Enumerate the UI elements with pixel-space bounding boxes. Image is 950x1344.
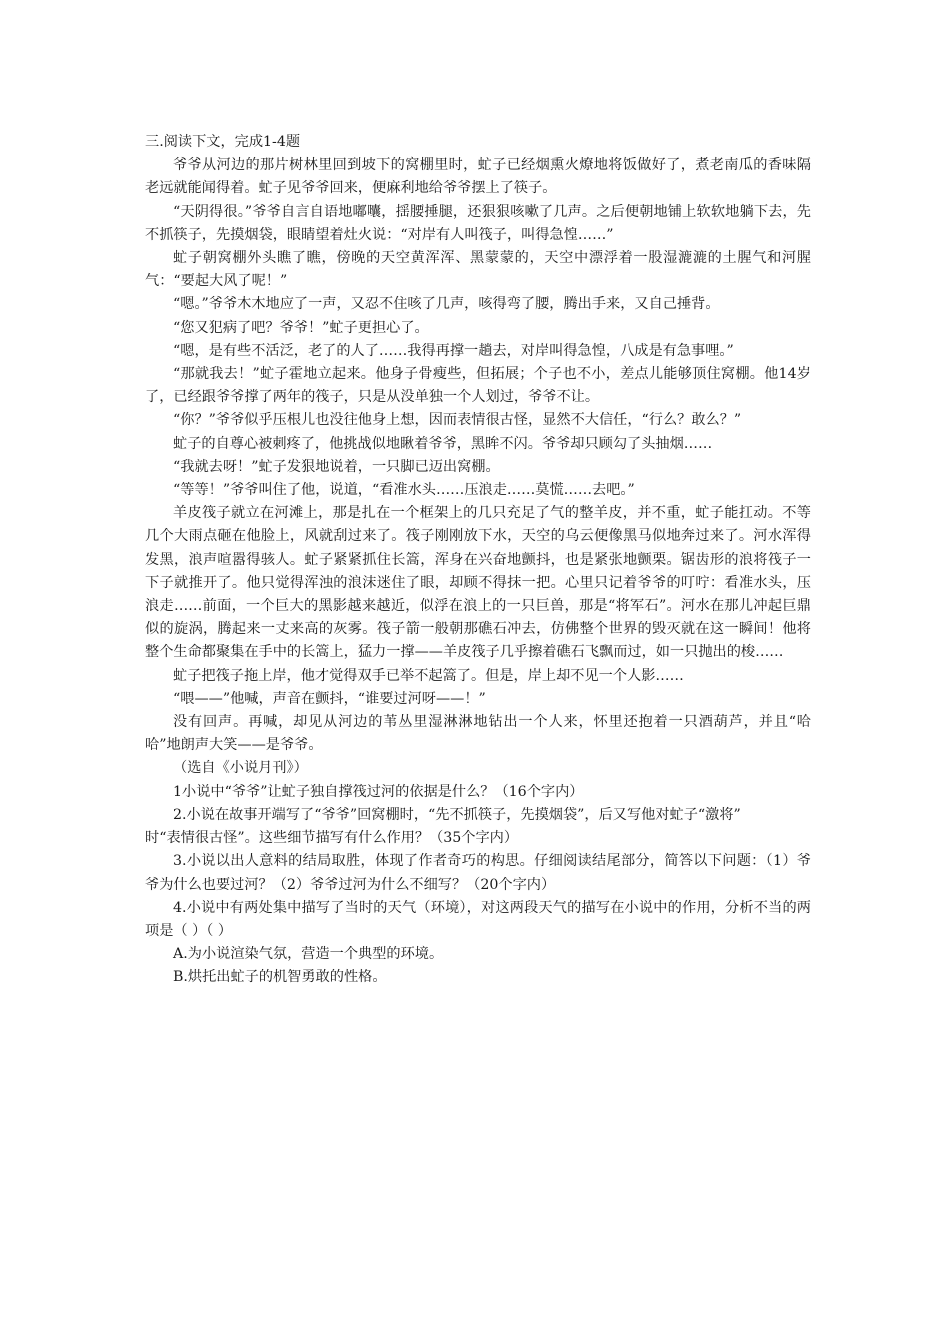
question-3: 3.小说以出人意料的结局取胜，体现了作者奇巧的构思。仔细阅读结尾部分，简答以下问题：（1）爷爷为什么也要过河？（2）爷爷过河为什么不细写？（20个字内） — [145, 853, 811, 893]
story-paragraph-5: “您又犯病了吧？爷爷！”虻子更担心了。 — [173, 319, 429, 336]
section-heading: 三.阅读下文，完成1-4题 — [145, 134, 301, 150]
story-paragraph-4: “嗯。”爷爷木木地应了一声，又忍不住咳了几声，咳得弯了腰，腾出手来，又自己捶背。 — [173, 296, 720, 313]
question-1: 1小说中“爷爷”让虻子独自撑筏过河的依据是什么？（16个字内） — [173, 783, 584, 800]
story-paragraph-15: 没有回声。再喊，却见从河边的苇丛里湿淋淋地钻出一个人来，怀里还抱着一只酒葫芦，并且“哈哈”地朗声大笑——是爷爷。 — [145, 714, 811, 754]
story-paragraph-8: “你？”爷爷似乎压根儿也没往他身上想，因而表情很古怪，显然不大信任，“行么？敢么？” — [173, 412, 742, 429]
source-note: （选自《小说月刊》） — [173, 760, 308, 777]
document-page — [145, 131, 811, 990]
story-paragraph-9: 虻子的自尊心被刺疼了，他挑战似地瞅着爷爷，黑眸不闪。爷爷却只顾勾了头抽烟…… — [173, 435, 713, 452]
story-paragraph-2: “天阴得很。”爷爷自言自语地嘟囔，揺腰捶腿，还狠狠咳嗽了几声。之后便朝地铺上软软地躺下去，先不抓筷子，先摸烟袋，眼睛望着灶火说：“对岸有人叫筏子，叫得急惶……” — [145, 203, 811, 243]
question-2-line-1: 2.小说在故事开端写了“爷爷”回窝棚时，“先不抓筷子，先摸烟袋”，后又写他对虻子“激将” — [173, 806, 741, 823]
question-4: 4.小说中有两处集中描写了当时的天气（环境），对这两段天气的描写在小说中的作用，分析不当的两项是（ ）（ ） — [145, 899, 811, 939]
story-paragraph-12: 羊皮筏子就立在河滩上，那是扎在一个框架上的几只充足了气的整羊皮，并不重，虻子能扛动。不等几个大雨点砸在他脸上，风就刮过来了。筏子刚刚放下水，天空的乌云便像黑马似地奔过来了。河水浑得发黑，浪声喧嚣得骇人。虻子紧紧抓住长篙，浑身在兴奋地颤抖，也是紧张地颤栗。锯齿形的浪将筏子一下子就推开了。他只觉得浑浊的浪沫迷住了眼，却顾不得抹一把。心里只记着爷爷的叮咛：看准水头，压浪走……前面，一个巨大的黑影越来越近，似浮在浪上的一只巨兽，那是“将军石”。河水在那儿冲起巨鼎似的旋涡，腾起来一丈来高的灰雾。筏子箭一般朝那礁石冲去，仿佛整个世界的毁灭就在这一瞬间！他将整个生命都聚集在手中的长篙上，猛力一撑——羊皮筏子几乎擦着礁石飞飘而过，如一只抛出的梭…… — [145, 505, 811, 661]
story-paragraph-6: “嗯，是有些不活泛，老了的人了……我得再撑一趟去，对岸叫得急惶，八成是有急事哩。” — [173, 342, 734, 359]
option-a: A.为小说渲染气氛，营造一个典型的环境。 — [173, 946, 444, 963]
question-2-line-2: 时“表情很古怪”。这些细节描写有什么作用？（35个字内） — [145, 830, 519, 847]
story-paragraph-1: 爷爷从河边的那片树林里回到坡下的窝棚里时，虻子已经烟熏火燎地将饭做好了，煮老南瓜的香味隔老远就能闻得着。虻子见爷爷回来，便麻利地给爷爷摆上了筷子。 — [145, 157, 811, 197]
story-paragraph-3: 虻子朝窝棚外头瞧了瞧，傍晚的天空黄浑浑、黑蒙蒙的，天空中漂浮着一股湿漉漉的土腥气和河腥气：“要起大风了呢！” — [145, 250, 811, 290]
story-paragraph-13: 虻子把筏子拖上岸，他才觉得双手已举不起篙了。但是，岸上却不见一个人影…… — [173, 667, 684, 684]
story-paragraph-14: “喂——”他喊，声音在颤抖，“谁要过河呀——！” — [173, 690, 486, 707]
story-paragraph-10: “我就去呀！”虻子发狠地说着，一只脚已迈出窝棚。 — [173, 458, 500, 475]
story-paragraph-11: “等等！”爷爷叫住了他，说道，“看准水头……压浪走……莫慌……去吧。” — [173, 482, 635, 499]
option-b: B.烘托出虻子的机智勇敢的性格。 — [173, 969, 387, 986]
story-paragraph-7: “那就我去！”虻子霍地立起来。他身子骨瘦些，但拓展；个子也不小，差点儿能够顶住窝棚。他14岁了，已经跟爷爷撑了两年的筏子，只是从没单独一个人划过，爷爷不让。 — [145, 366, 811, 406]
